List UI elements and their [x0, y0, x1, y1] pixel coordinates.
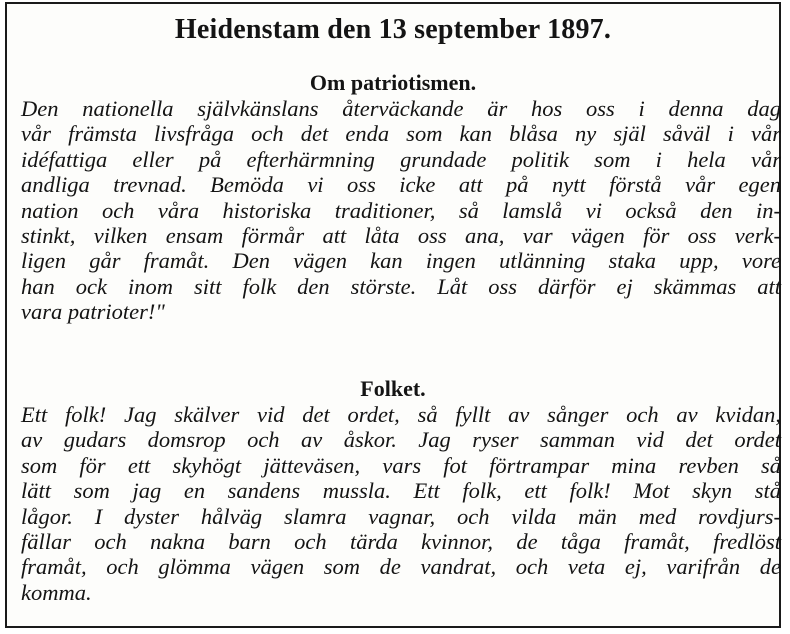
- text-line: Ett folk! Jag skälver vid det ordet, så fyllt av sånger och av kvidan,: [21, 402, 781, 427]
- text-line: idéfattiga eller på efterhärmning grundade politik som i hela vår: [21, 146, 781, 172]
- document-title: Heidenstam den 13 september 1897.: [174, 14, 612, 45]
- text-line: vår främsta livsfråga och det enda som kan blåsa ny själ såväl i vår: [21, 121, 781, 147]
- text-line: framåt, och glömma vägen som de vandrat, och veta ej, varifrån de: [21, 554, 781, 580]
- section-text-folket: [21, 402, 781, 605]
- text-line: lågor. I dyster hålväg slamra vagnar, och vilda män med rovdjurs-: [21, 503, 781, 529]
- text-line: vara patrioter!": [21, 299, 165, 325]
- section-heading-patriotism: Om patriotismen.: [309, 70, 477, 95]
- text-line: han ock inom sitt folk den störste. Låt oss därför ej skämmas att: [21, 273, 781, 299]
- document-frame: [5, 2, 781, 628]
- text-line: komma.: [21, 579, 92, 605]
- text-line: Den nationella självkänslans återväckande är hos oss i denna dag: [21, 96, 781, 121]
- text-line: som för ett skyhögt jätteväsen, vars fot förtrampar mina revben så: [21, 452, 781, 478]
- text-line: nation och våra historiska traditioner, så lamslå vi också den in-: [21, 197, 781, 223]
- text-line: stinkt, vilken ensam förmår att låta oss ana, var vägen för oss verk-: [21, 223, 781, 249]
- text-line: av gudars domsrop och av åskor. Jag ryser samman vid det ordet: [21, 427, 781, 453]
- text-line: fällar och nakna barn och tärda kvinnor, de tåga framåt, fredlöst: [21, 529, 781, 555]
- section-heading-folket: Folket.: [360, 376, 426, 401]
- text-line: andliga trevnad. Bemöda vi oss icke att på nytt förstå vår egen: [21, 172, 781, 198]
- text-line: lätt som jag en sandens mussla. Ett folk, ett folk! Mot skyn stå: [21, 478, 781, 504]
- text-line: ligen går framåt. Den vägen kan ingen utlänning staka upp, vore: [21, 248, 781, 274]
- section-text-patriotism: [21, 96, 781, 325]
